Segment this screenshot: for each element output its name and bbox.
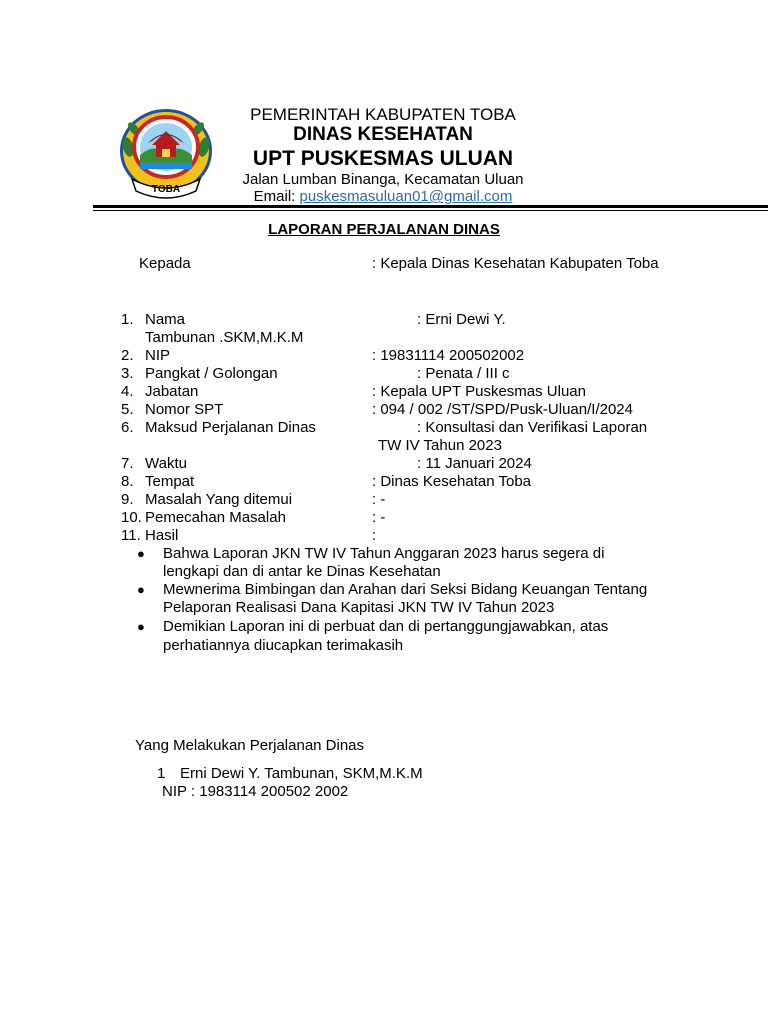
item-label: Waktu [145,455,187,472]
document-title: LAPORAN PERJALANAN DINAS [268,221,500,238]
result-line: Mewnerima Bimbingan dan Arahan dari Seksi Bidang Keuangan Tentang [163,581,648,598]
item-value: : Kepala UPT Puskesmas Uluan [372,383,586,400]
item-label: Pangkat / Golongan [145,365,278,382]
item-value: : 11 Januari 2024 [417,455,532,472]
item-label: Nama [145,311,186,328]
item-value: : Dinas Kesehatan Toba [372,473,532,490]
item-value: : Konsultasi dan Verifikasi Laporan [417,419,648,436]
signature-number: 1 [157,765,166,782]
signature-heading: Yang Melakukan Perjalanan Dinas [135,737,365,754]
item-label: Maksud Perjalanan Dinas [145,419,316,436]
item-number: 1. [121,311,134,328]
item-label: Masalah Yang ditemui [145,491,293,508]
item-label: Tempat [145,473,195,490]
item-number: 4. [121,383,134,400]
kepada-label: Kepada [139,255,191,272]
item-number: 6. [121,419,134,436]
item-value-continuation: TW IV Tahun 2023 [378,437,502,454]
item-number: 11. [121,527,141,544]
result-line: Pelaporan Realisasi Dana Kapitasi JKN TW IV Tahun 2023 [163,599,555,616]
result-line: perhatiannya diucapkan terimakasih [163,637,404,654]
kepada-value: : Kepala Dinas Kesehatan Kabupaten Toba [372,255,659,272]
item-value: : Erni Dewi Y. [417,311,506,328]
item-label: Hasil [145,527,179,544]
item-value: : [372,527,377,544]
signature-name: Erni Dewi Y. Tambunan, SKM,M.K.M [180,765,423,782]
header-divider-thick [93,205,768,208]
item-value: : Penata / III c [417,365,510,382]
bullet-icon: ● [137,582,145,597]
result-line: Demikian Laporan ini di perbuat dan di pertanggungjawabkan, atas [163,618,609,635]
item-label: Pemecahan Masalah [145,509,286,526]
office-email [230,188,536,205]
office-name: UPT PUSKESMAS ULUAN [252,147,514,170]
item-value: : 19831114 200502002 [372,347,525,364]
item-value-continuation: Tambunan .SKM,M.K.M [145,329,304,346]
bullet-icon: ● [137,619,145,634]
item-number: 9. [121,491,134,508]
signature-nip: NIP : 1983114 200502 2002 [162,783,349,800]
item-number: 8. [121,473,134,490]
email-label: Email: [253,188,296,205]
item-number: 3. [121,365,134,382]
item-label: NIP [145,347,171,364]
government-name: PEMERINTAH KABUPATEN TOBA [250,105,516,124]
item-number: 10. [121,509,142,526]
bullet-icon: ● [137,546,145,561]
item-value: : - [372,509,386,526]
item-number: 7. [121,455,134,472]
result-line: Bahwa Laporan JKN TW IV Tahun Anggaran 2023 harus segera di [163,545,605,562]
item-value: : 094 / 002 /ST/SPD/Pusk-Uluan/I/2024 [372,401,633,418]
logo-text: TOBA [151,184,181,195]
result-line: lengkapi dan di antar ke Dinas Kesehatan [163,563,441,580]
item-number: 2. [121,347,134,364]
header-divider-thin [93,210,768,211]
office-address: Jalan Lumban Binanga, Kecamatan Uluan [242,171,524,188]
item-value: : - [372,491,386,508]
email-link[interactable]: puskesmasuluan01@gmail.com [299,188,513,205]
item-label: Nomor SPT [145,401,224,418]
toba-regency-logo [118,107,214,201]
agency-name: DINAS KESEHATAN [293,124,473,145]
item-label: Jabatan [145,383,199,400]
item-number: 5. [121,401,134,418]
